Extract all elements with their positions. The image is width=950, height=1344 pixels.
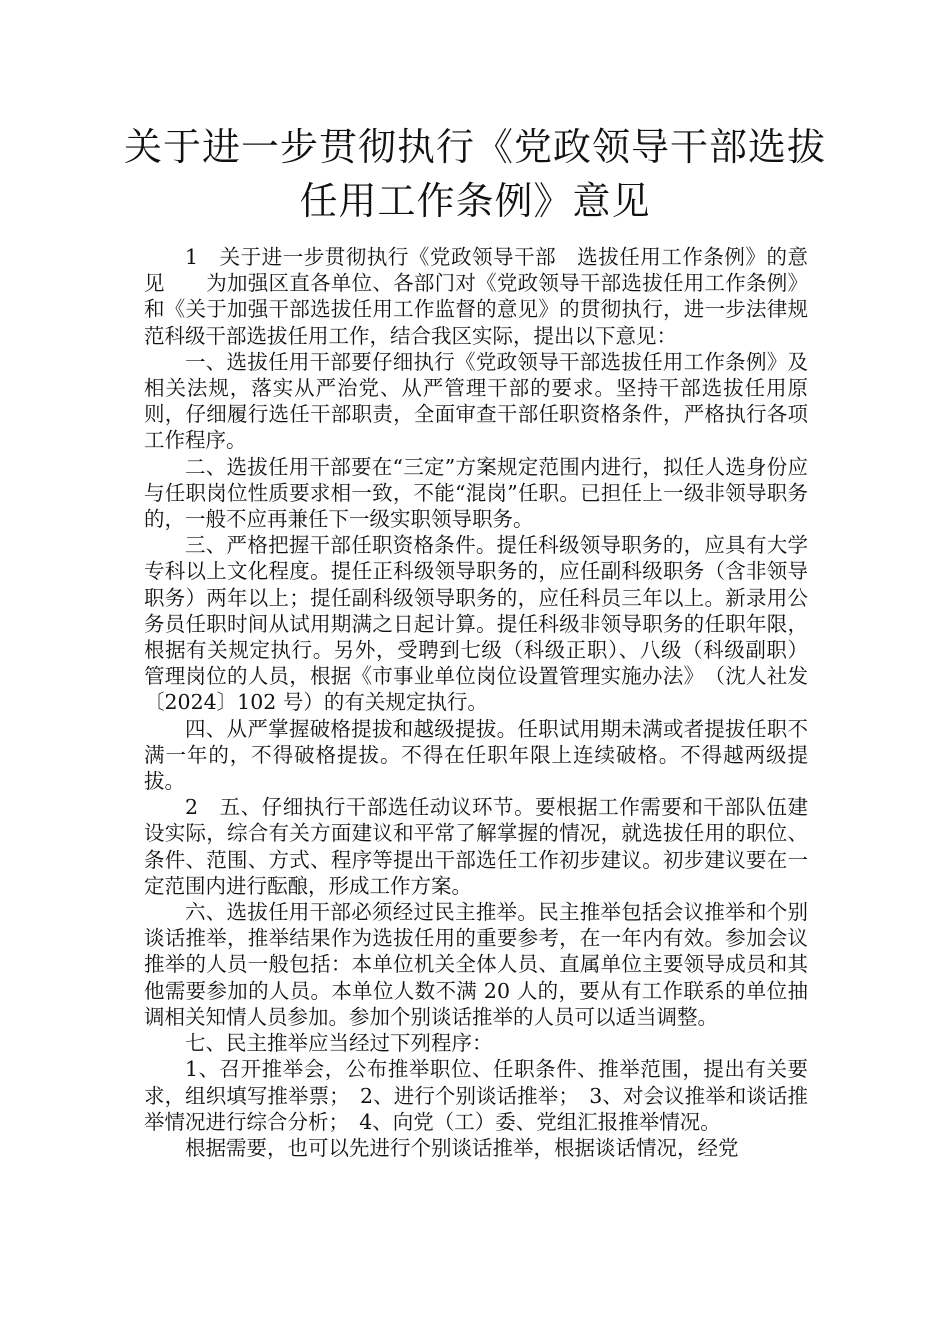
title-line-2: 任用工作条例》意见 bbox=[299, 179, 651, 223]
paragraph-intro: 1 关于进一步贯彻执行《党政领导干部 选拔任用工作条例》的意见 为加强区直各单位、各部门对《党政领导干部选拔任用工作条例》和《关于加强干部选拔任用工作监督的意见》的贯彻执行，进一步法律规范科级干部选拔任用工作，结合我区实际，提出以下意见： bbox=[144, 245, 808, 348]
paragraph-item-3: 三、严格把握干部任职资格条件。提任科级领导职务的，应具有大学专科以上文化程度。提任正科级领导职务的，应任副科级职务（含非领导职务）两年以上；提任副科级领导职务的，应任科员三年以上。新录用公务员任职时间从试用期满之日起计算。提任科级非领导职务的任职年限，根据有关规定执行。另外，受聘到七级（科级正职）、八级（科级副职）管理岗位的人员，根据《市事业单位岗位设置管理实施办法》 （沈人社发〔2024〕102 号）的有关规定执行。 bbox=[144, 533, 808, 715]
document-title bbox=[120, 120, 830, 228]
title-line-1: 关于进一步贯彻执行《党政领导干部选拔 bbox=[123, 125, 826, 169]
paragraph-item-1: 一、选拔任用干部要仔细执行《党政领导干部选拔任用工作条例》及相关法规，落实从严治党、从严管理干部的要求。坚持干部选拔任用原则，仔细履行选任干部职责，全面审查干部任职资格条件，严格执行各项工作程序。 bbox=[144, 349, 808, 453]
paragraph-item-6: 六、选拔任用干部必须经过民主推举。民主推举包括会议推举和个别谈话推举，推举结果作为选拔任用的重要参考，在一年内有效。参加会议推举的人员一般包括：本单位机关全体人员、直属单位主要领导成员和其他需要参加的人员。本单位人数不满 20 人的，要从有工作联系的单位抽调相关知情人员参加。参加个别谈话推举的人员可以适当调整。 bbox=[144, 900, 808, 1029]
paragraph-item-5: 2 五、仔细执行干部选任动议环节。要根据工作需要和干部队伍建设实际，综合有关方面建议和平常了解掌握的情况，就选拔任用的职位、条件、范围、方式、程序等提出干部选任工作初步建议。初步建议要在一定范围内进行酝酿，形成工作方案。 bbox=[144, 795, 808, 898]
paragraph-item-4: 四、从严掌握破格提拔和越级提拔。任职试用期未满或者提拔任职不满一年的，不得破格提拔。不得在任职年限上连续破格。不得越两级提拔。 bbox=[144, 716, 808, 794]
paragraph-item-2: 二、选拔任用干部要在“三定”方案规定范围内进行，拟任人选身份应与任职岗位性质要求相一致，不能“混岗”任职。已担任上一级非领导职务的，一般不应再兼任下一级实职领导职务。 bbox=[144, 454, 808, 532]
paragraph-item-7: 七、民主推举应当经过下列程序： bbox=[185, 1031, 493, 1056]
paragraph-continuation: 根据需要，也可以先进行个别谈话推举，根据谈话情况，经党 bbox=[185, 1135, 739, 1160]
document-body bbox=[144, 244, 808, 1161]
paragraph-procedure-list: 1、召开推举会，公布推举职位、任职条件、推举范围，提出有关要求，组织填写推举票； 2、进行个别谈话推举； 3、对会议推举和谈话推举情况进行综合分析； 4、向党（工）委、党组汇报推举情况。 bbox=[144, 1057, 808, 1134]
